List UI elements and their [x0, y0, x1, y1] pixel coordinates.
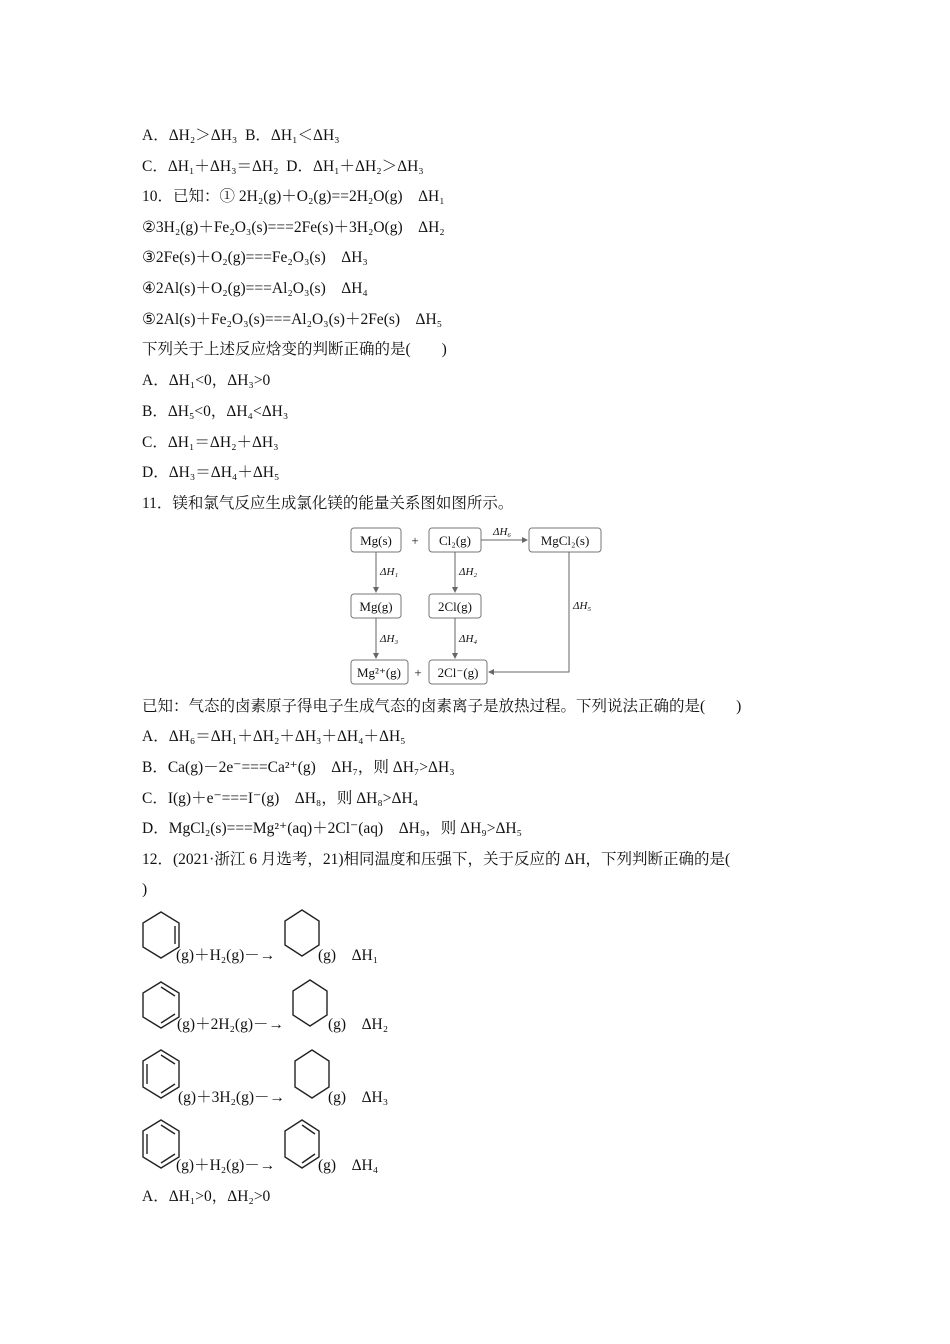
label-dh4: ΔH₄ — [459, 633, 478, 645]
label-cl2-g: Cl₂(g) — [439, 533, 471, 548]
q10-option-c: C．ΔH₁＝ΔH₂＋ΔH₃ — [142, 434, 279, 451]
cyclohexadiene-icon — [140, 980, 182, 1032]
label-2cl-g: 2Cl(g) — [438, 599, 472, 614]
q11-option-c: C．I(g)＋e⁻===I⁻(g) ΔH₈，则 ΔH₈>ΔH₄ — [142, 790, 419, 807]
label-mgcl2-s: MgCl₂(s) — [540, 533, 590, 548]
q10-option-a: A．ΔH₁<0，ΔH₃>0 — [142, 372, 271, 389]
q12-reaction-3: (g)＋3H₂(g)－→ — [178, 1089, 285, 1106]
q10-option-d: D．ΔH₃＝ΔH₄＋ΔH₅ — [142, 464, 280, 481]
q12-option-a: A．ΔH₁>0，ΔH₂>0 — [142, 1188, 271, 1205]
label-plus-2: + — [414, 665, 422, 680]
q10-reaction-5: ⑤2Al(s)＋Fe₂O₃(s)===Al₂O₃(s)＋2Fe(s) ΔH₅ — [142, 311, 443, 328]
q11-option-a: A．ΔH₆＝ΔH₁＋ΔH₂＋ΔH₃＋ΔH₄＋ΔH₅ — [142, 728, 406, 745]
q10-reaction-2: ②3H₂(g)＋Fe₂O₃(s)===2Fe(s)＋3H₂O(g) ΔH₂ — [142, 219, 445, 236]
label-dh5: ΔH₅ — [573, 600, 592, 612]
label-mg-g: Mg(g) — [359, 599, 393, 614]
label-dh2: ΔH₂ — [459, 566, 478, 578]
q12-reaction-4-product: (g) ΔH₄ — [318, 1157, 379, 1174]
label-dh1: ΔH₁ — [380, 566, 399, 578]
q12-reaction-1-product: (g) ΔH₁ — [318, 947, 379, 964]
q10-reaction-3: ③2Fe(s)＋O₂(g)===Fe₂O₃(s) ΔH₃ — [142, 249, 368, 266]
energy-diagram — [345, 523, 605, 685]
q12-stem-line2: ) — [142, 881, 148, 898]
q10-reaction-4: ④2Al(s)＋O₂(g)===Al₂O₃(s) ΔH₄ — [142, 280, 368, 297]
q11-option-b: B．Ca(g)－2e⁻===Ca²⁺(g) ΔH₇，则 ΔH₇>ΔH₃ — [142, 759, 455, 776]
label-mg2-g: Mg²⁺(g) — [357, 665, 401, 680]
q12-reaction-4: (g)＋H₂(g)－→ — [176, 1157, 276, 1174]
q10-stem: 10．已知：① 2H₂(g)＋O₂(g)==2H₂O(g) ΔH₁ — [142, 188, 445, 205]
q10-question: 下列关于上述反应焓变的判断正确的是( ) — [142, 341, 447, 358]
cyclohexane-icon — [290, 978, 330, 1030]
label-plus-1: + — [411, 533, 419, 548]
benzene-icon — [140, 1048, 182, 1102]
arrow-dh5 — [489, 552, 569, 672]
cyclohexadiene-icon — [282, 1118, 322, 1172]
q11-stem: 11．镁和氯气反应生成氯化镁的能量关系图如图所示。 — [142, 495, 514, 512]
cyclohexane-icon — [282, 908, 322, 960]
q11-option-d: D．MgCl₂(s)===Mg²⁺(aq)＋2Cl⁻(aq) ΔH₉，则 ΔH₉>ΔH₅ — [142, 820, 523, 837]
q12-reaction-3-product: (g) ΔH₃ — [328, 1089, 389, 1106]
label-dh6: ΔH₆ — [493, 526, 512, 538]
q12-reaction-1: (g)＋H₂(g)－→ — [176, 947, 276, 964]
q10-option-b: B．ΔH₅<0，ΔH₄<ΔH₃ — [142, 403, 289, 420]
label-cl-ion: 2Cl⁻(g) — [437, 665, 479, 680]
q9-options-line2: C．ΔH₁＋ΔH₃＝ΔH₂ D．ΔH₁＋ΔH₂＞ΔH₃ — [142, 158, 424, 175]
q12-stem-line1: 12．(2021·浙江 6 月选考，21)相同温度和压强下，关于反应的 ΔH，下列判断正确的是( — [142, 851, 731, 868]
cyclohexane-icon — [292, 1048, 332, 1102]
label-dh3: ΔH₃ — [380, 633, 399, 645]
q9-options-line1: A．ΔH₂＞ΔH₃ B．ΔH₁＜ΔH₃ — [142, 127, 340, 144]
q11-question: 已知：气态的卤素原子得电子生成气态的卤素离子是放热过程。下列说法正确的是( ) — [142, 698, 742, 715]
label-mg-s: Mg(s) — [360, 533, 392, 548]
q12-reaction-2: (g)＋2H₂(g)－→ — [177, 1016, 284, 1033]
q12-reaction-2-product: (g) ΔH₂ — [328, 1016, 389, 1033]
